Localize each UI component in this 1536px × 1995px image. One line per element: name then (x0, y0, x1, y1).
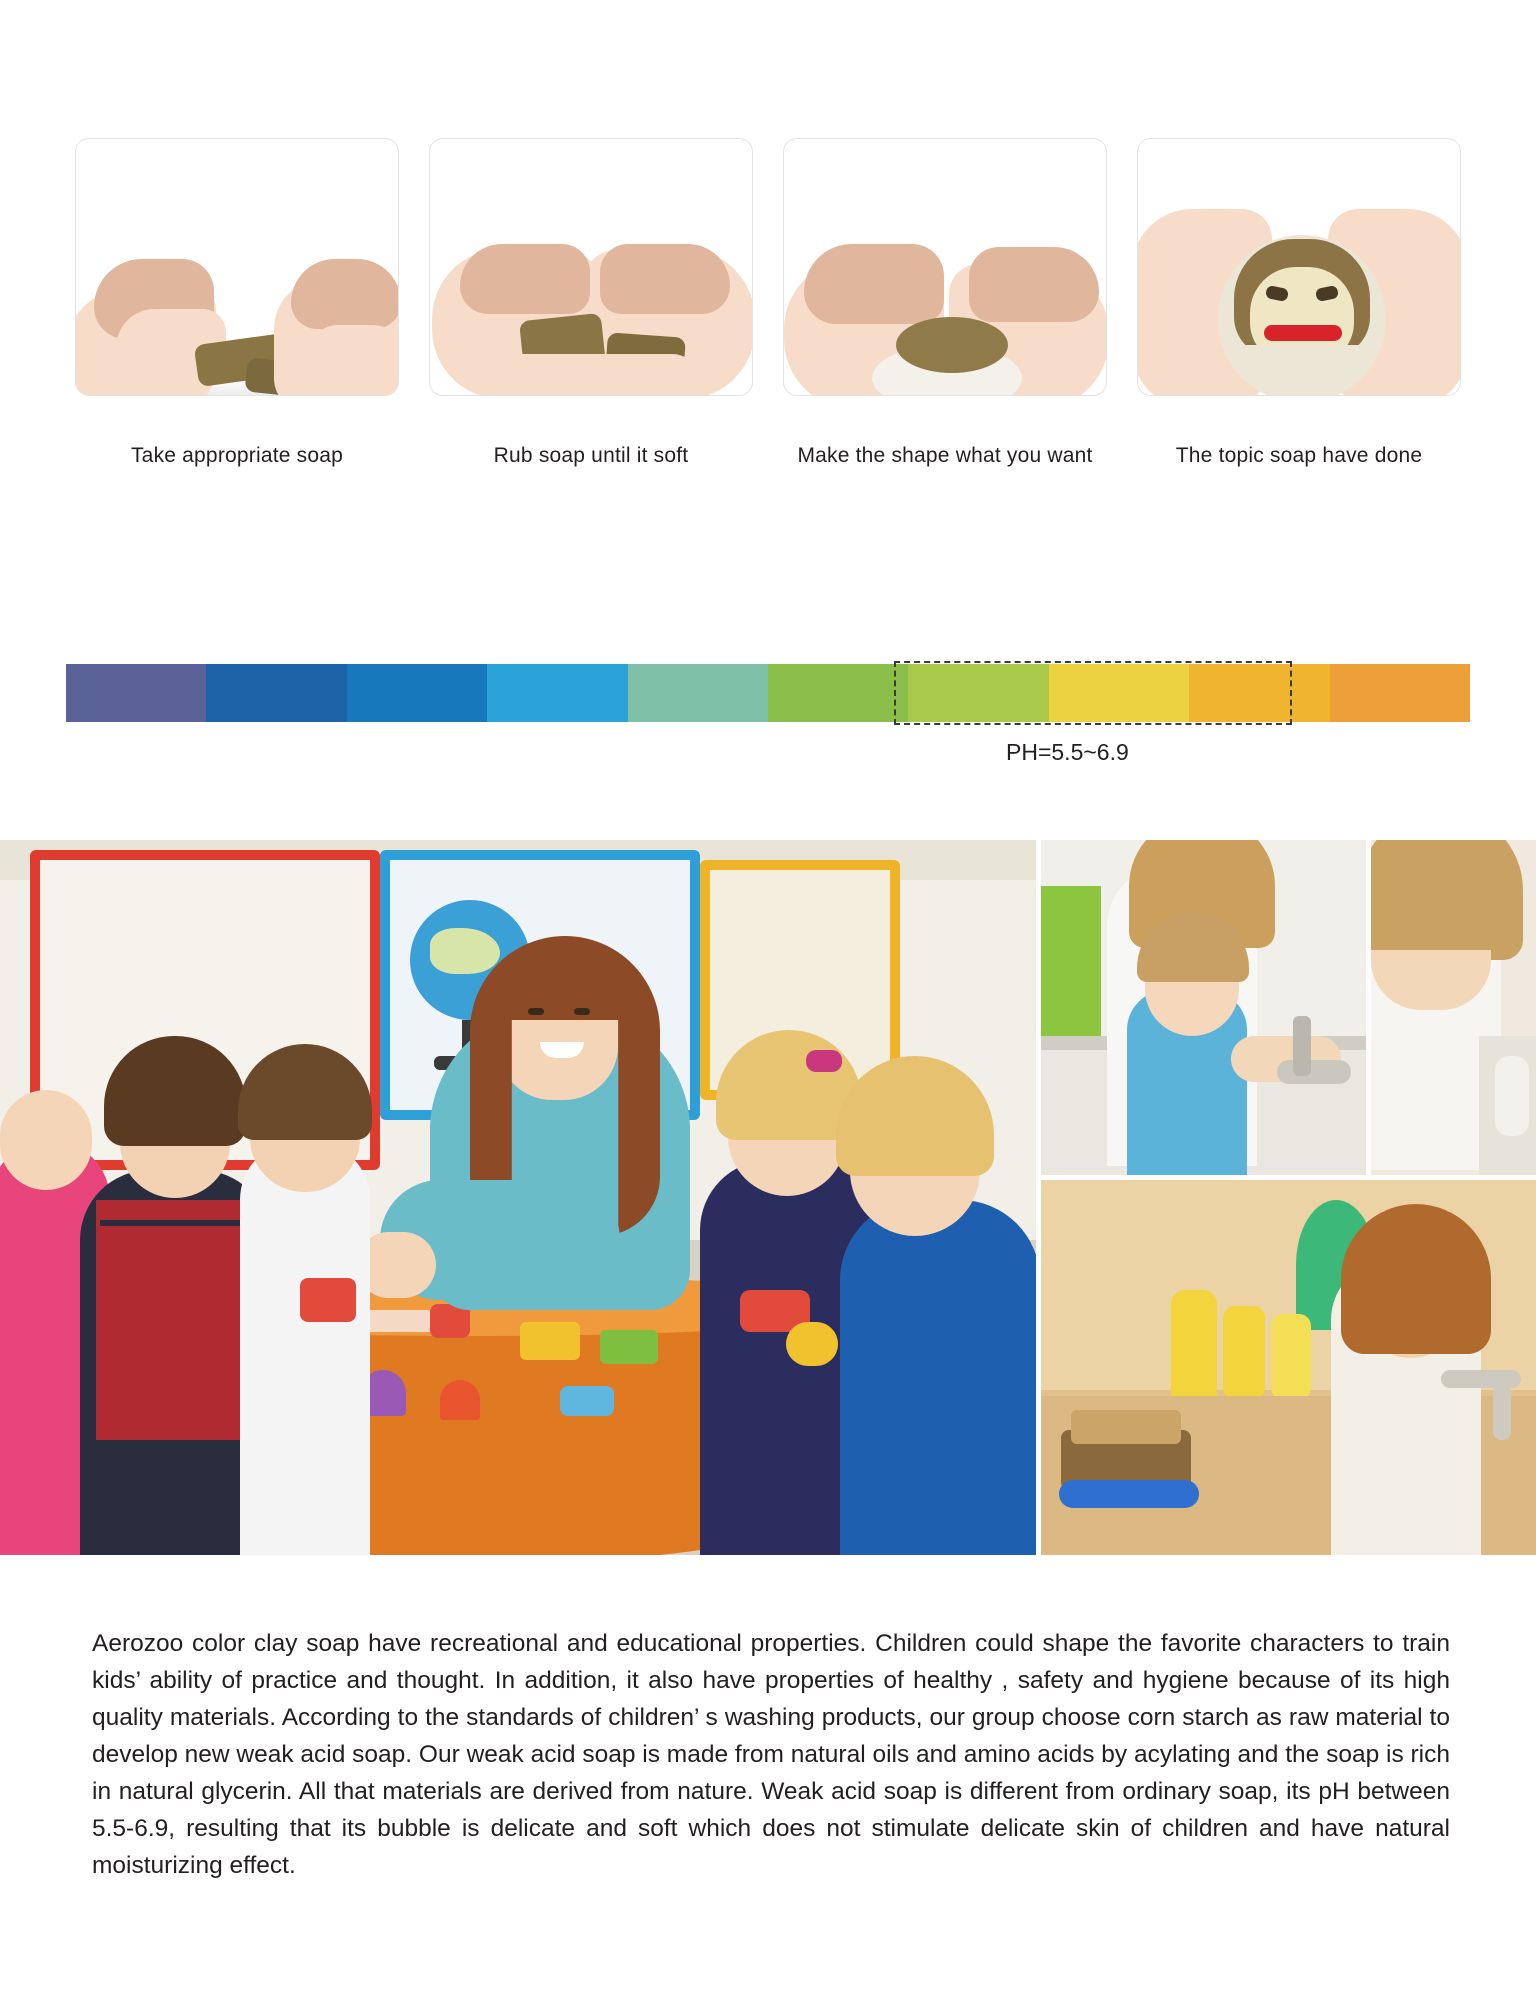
photo-mother-helping-boy-wash-hands (1041, 840, 1366, 1175)
ph-value-label: PH=5.5~6.9 (1006, 739, 1129, 765)
step-caption: Take appropriate soap (130, 444, 343, 467)
step-photo-rub-soap (429, 138, 753, 396)
step-item (430, 138, 752, 468)
ph-segment-highlighted (908, 664, 1048, 722)
step-item (76, 138, 398, 468)
ph-color-bar (66, 664, 1470, 722)
photo-mother-and-child-at-sink (1371, 840, 1536, 1175)
step-caption: Rub soap until it soft (493, 444, 689, 467)
photo-teacher-and-children (0, 840, 1036, 1555)
ph-scale (66, 664, 1470, 765)
ph-segment (1330, 664, 1470, 722)
step-caption: Make the shape what you want (797, 444, 1093, 467)
step-item (1138, 138, 1460, 468)
ph-segment (628, 664, 768, 722)
photo-girl-in-bathroom (1041, 1180, 1536, 1555)
collage-right-top-row (1041, 840, 1536, 1175)
step-caption: The topic soap have done (1175, 444, 1423, 467)
step-photo-finished-soap (1137, 138, 1461, 396)
ph-segment (206, 664, 346, 722)
steps-row (76, 138, 1460, 468)
ph-segment (347, 664, 487, 722)
ph-segment (487, 664, 627, 722)
ph-segment (768, 664, 908, 722)
ph-segment (66, 664, 206, 722)
collage-right-column (1041, 840, 1536, 1555)
step-item (784, 138, 1106, 468)
photo-collage (0, 840, 1536, 1555)
ph-segment-highlighted (1189, 664, 1329, 722)
ph-segment-highlighted (1049, 664, 1189, 722)
body-paragraph: Aerozoo color clay soap have recreational and educational properties. Children could shape the favorite characters to train kids’ ability of practice and thought. In addition, it also have properties of healthy , safety and hygiene because of its high quality materials. According to the standards of children’ s washing products, our group choose corn starch as raw material to develop new weak acid soap. Our weak acid soap is made from natural oils and amino acids by acylating and the soap is rich in natural glycerin. All that materials are derived from nature. Weak acid soap is different from ordinary soap, its pH between 5.5-6.9, resulting that its bubble is delicate and soft which does not stimulate delicate skin of children and have natural moisturizing effect. (92, 1629, 1450, 1879)
step-photo-take-soap (75, 138, 399, 396)
step-photo-shape-soap (783, 138, 1107, 396)
